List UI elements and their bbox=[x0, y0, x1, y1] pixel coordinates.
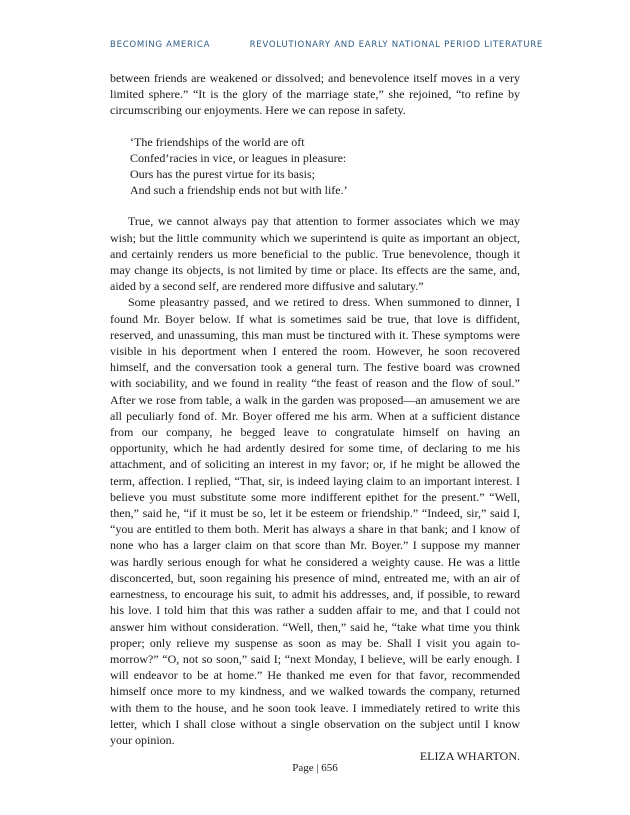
verse-line: And such a friendship ends not but with life.’ bbox=[130, 183, 348, 198]
verse-line: Confed’racies in vice, or leagues in pleasure: bbox=[130, 150, 347, 165]
page-number: Page | 656 bbox=[292, 762, 338, 774]
header-section-title: REVOLUTIONARY AND EARLY NATIONAL PERIOD LITERATURE bbox=[249, 40, 543, 50]
paragraph: True, we cannot always pay that attention to former associates which we may wish; but the little community which we superintend is quite as important an object, and certainly renders us more beneficial to the public. True benevolence, though it may change its objects, is not limited by time or place. Its effects are the same, and, aided by a second self, are rendered more diffusive and salutary.” bbox=[110, 214, 520, 294]
running-header bbox=[110, 40, 543, 50]
paragraph: between friends are weakened or dissolved; and benevolence itself moves in a very limited sphere.” “It is the glory of the marriage state,” she rejoined, “to refine by circumscribing our enjoyments. Here we can repose in safety. bbox=[110, 71, 520, 118]
signature: ELIZA WHARTON. bbox=[419, 749, 520, 764]
body-text bbox=[110, 70, 520, 764]
verse-line: Ours has the purest virtue for its basis; bbox=[130, 167, 315, 182]
paragraph: Some pleasantry passed, and we retired to dress. When summoned to dinner, I found Mr. Boyer below. If what is sometimes said be true, that love is diffident, reserved, and unassuming, this man must be tinctured with it. These symptoms were visible in his deportment when I entered the room. However, he soon recovered himself, and the conversation took a general turn. The festive board was crowned with sociability, and we found in reality “the feast of reason and the flow of soul.” After we rose from table, a walk in the garden was proposed—an amusement we are all peculiarly fond of. Mr. Boyer offered me his arm. When at a sufficient distance from our company, he begged leave to congratulate himself on having an opportunity, which he had ardently desired for some time, of declaring to me his attachment, and of soliciting an interest in my favor; or, if he might be allowed the term, affection. I replied, “That, sir, is indeed laying claim to an important interest. I believe you must substitute some more indifferent epithet for the present.” “Well, then,” said he, “if it must be so, let it be esteem or friendship.” “Indeed, sir,” said I, “you are entitled to them both. Merit has always a share in that bank; and I know of none who has a larger claim on that score than Mr. Boyer.” I suppose my manner was hardly serious enough for what he considered a weighty cause. He was a little disconcerted, but, soon regaining his presence of mind, entreated me, with an air of earnestness, to encourage his suit, to admit his addresses, and, if possible, to reward his love. I told him that this was rather a sudden affair to me, and that I could not answer him without consideration. “Well, then,” said he, “take what time you think proper; only relieve my suspense as soon as may be. Shall I visit you again to-morrow?” “O, not so soon,” said I; “next Monday, I believe, will be early enough. I will endeavor to be at home.” He thanked me even for that favor, recommended himself once more to my kindness, and we walked towards the company, returned with them to the house, and he soon took leave. I immediately retired to write this letter, which I shall close without a single observation on the subject until I know your opinion. bbox=[110, 295, 520, 747]
verse-block bbox=[130, 134, 520, 199]
verse-line: ‘The friendships of the world are oft bbox=[130, 134, 305, 149]
header-book-title: BECOMING AMERICA bbox=[110, 40, 211, 50]
